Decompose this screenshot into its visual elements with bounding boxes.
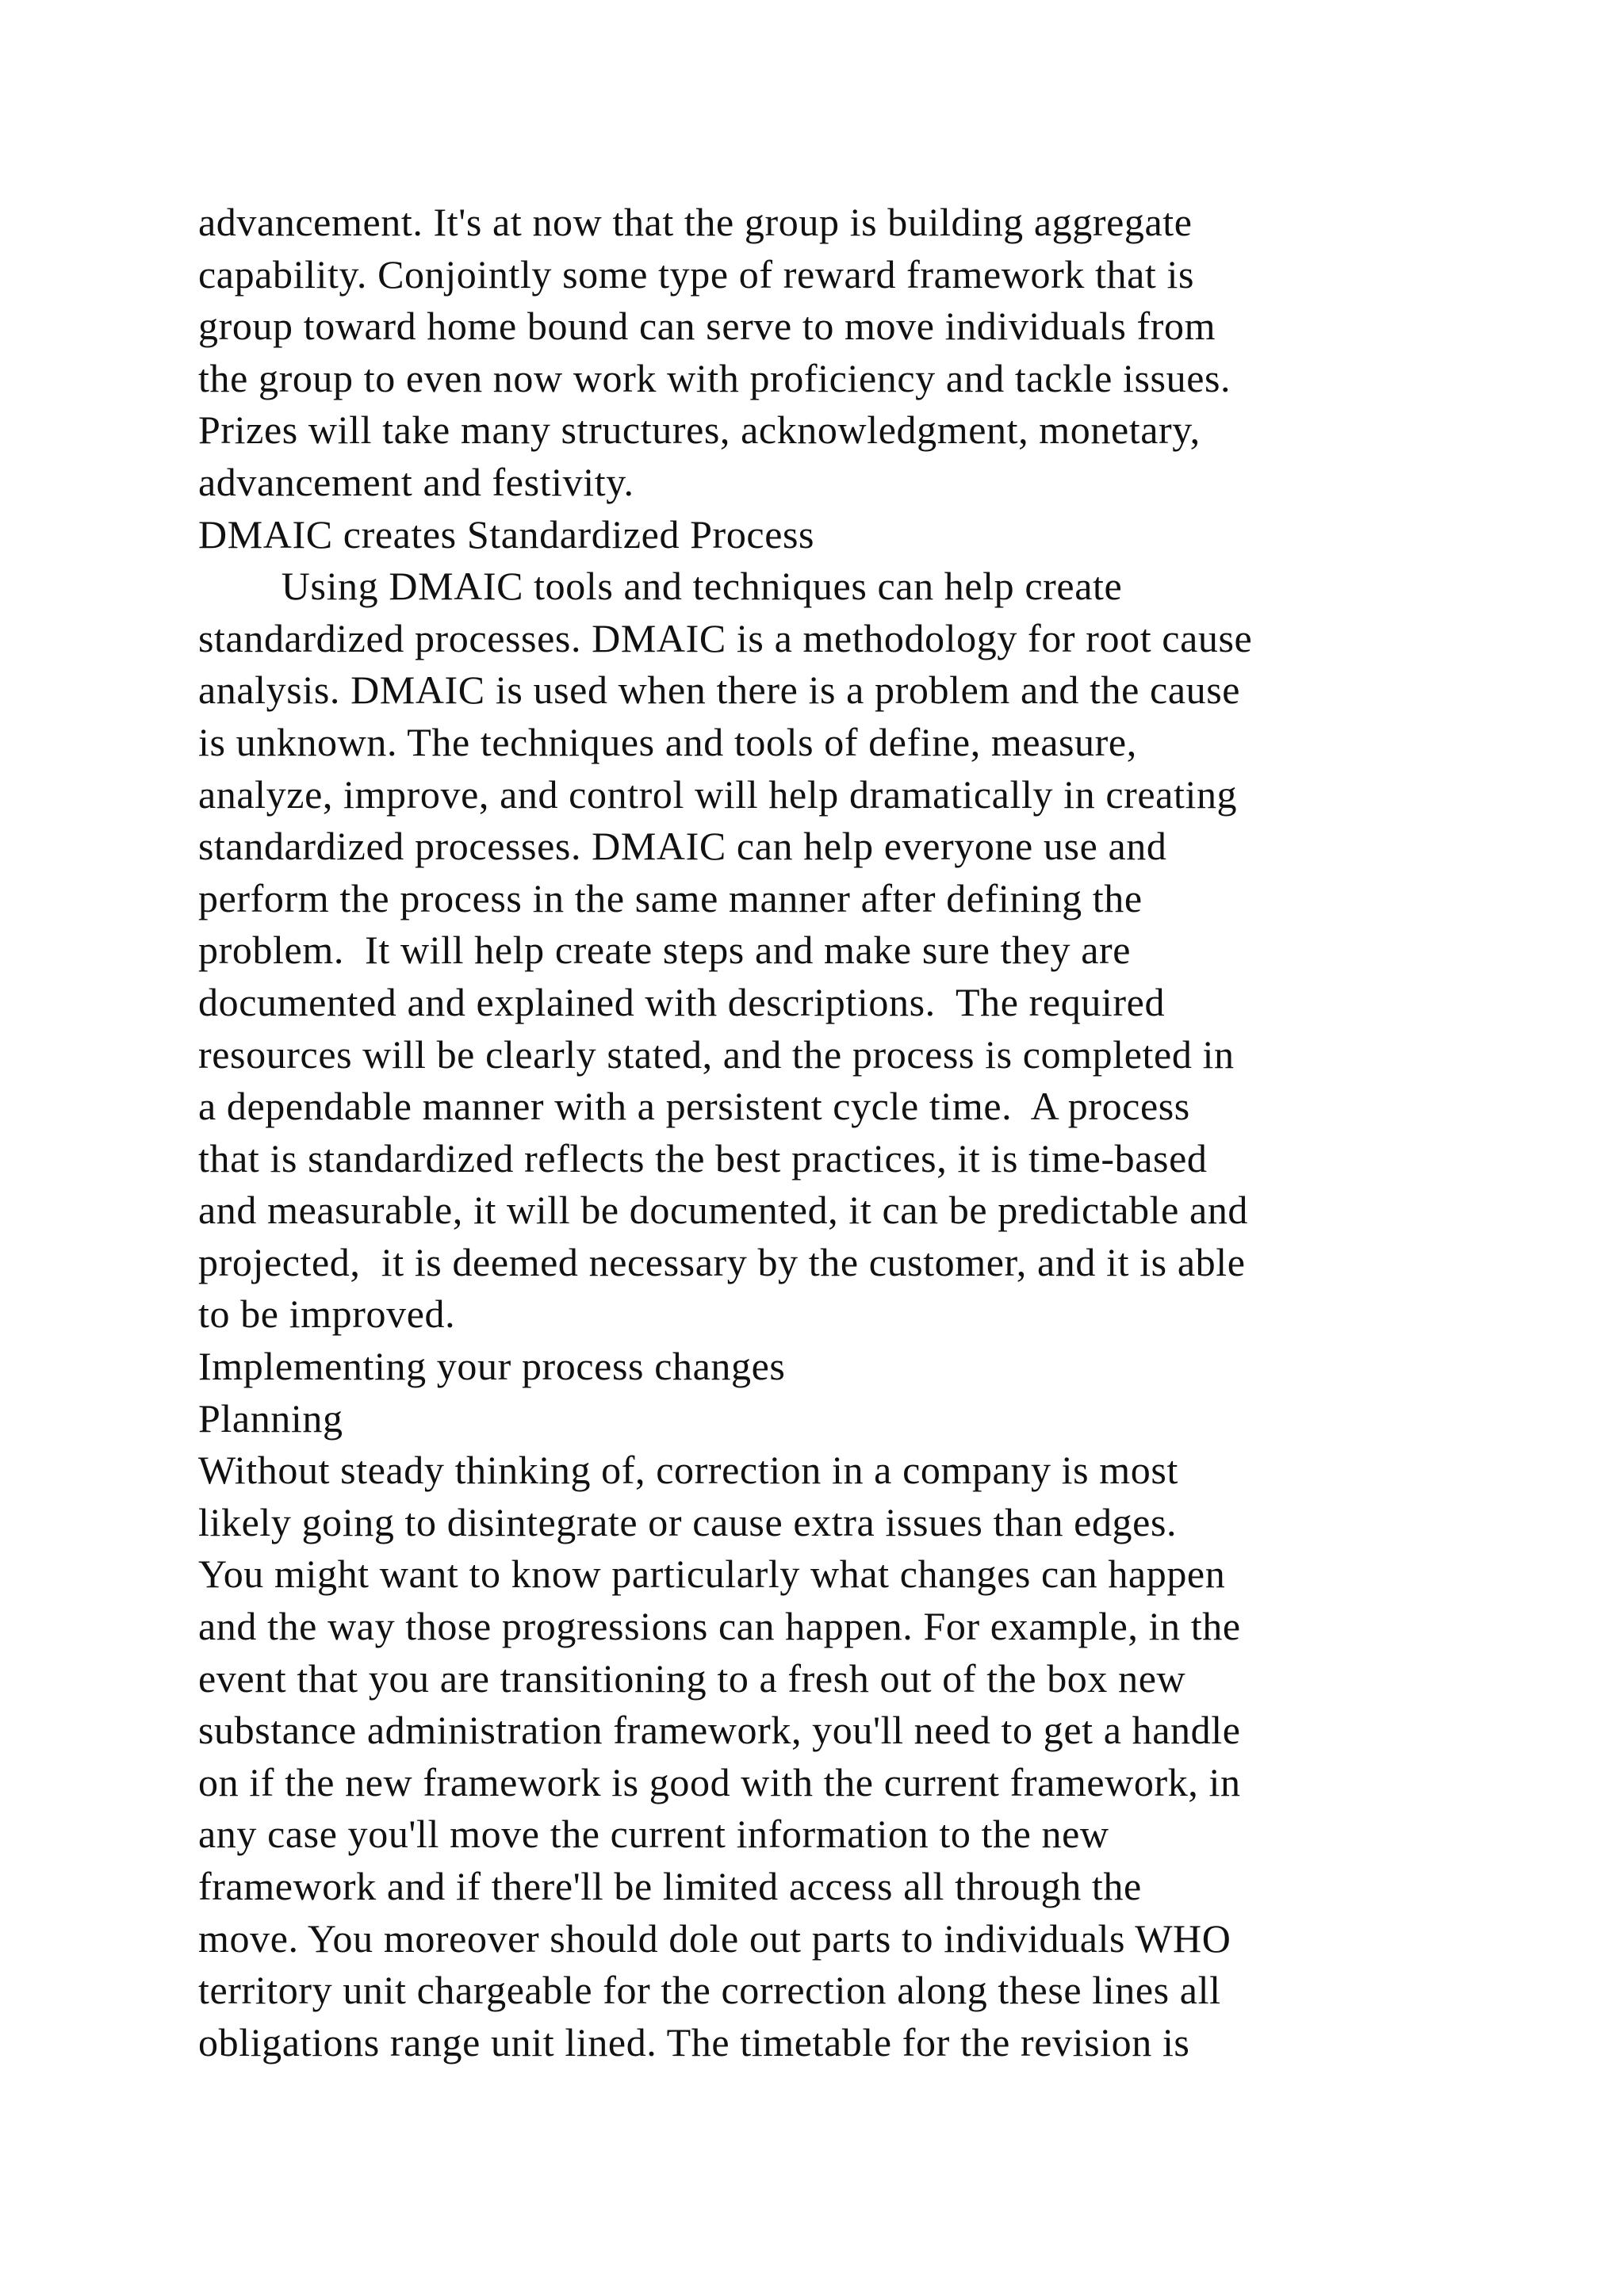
text-line: to be improved. bbox=[198, 1292, 456, 1337]
text-line: any case you'll move the current information to the new bbox=[198, 1812, 1109, 1857]
text-line: a dependable manner with a persistent cycle time. A process bbox=[198, 1084, 1190, 1129]
text-line: is unknown. The techniques and tools of define, measure, bbox=[198, 719, 1137, 764]
text-line: that is standardized reflects the best practices, it is time-based bbox=[198, 1135, 1208, 1181]
text-line: Prizes will take many structures, acknowledgment, monetary, bbox=[198, 408, 1201, 453]
text-line: the group to even now work with proficiency and tackle issues. bbox=[198, 355, 1231, 400]
text-line: capability. Conjointly some type of reward framework that is bbox=[198, 251, 1195, 297]
text-line: on if the new framework is good with the current framework, in bbox=[198, 1759, 1241, 1804]
text-line: Using DMAIC tools and techniques can help create bbox=[198, 564, 1123, 609]
text-line: You might want to know particularly what changes can happen bbox=[198, 1552, 1226, 1597]
text-line: analyze, improve, and control will help dramatically in creating bbox=[198, 771, 1238, 817]
text-line: standardized processes. DMAIC is a methodology for root cause bbox=[198, 615, 1253, 660]
subsection-heading: Planning bbox=[198, 1395, 343, 1441]
text-line: group toward home bound can serve to move individuals from bbox=[198, 304, 1216, 349]
document-page bbox=[198, 197, 1483, 2068]
text-line: perform the process in the same manner after defining the bbox=[198, 875, 1143, 920]
text-line: framework and if there'll be limited access all through the bbox=[198, 1864, 1142, 1908]
text-line: problem. It will help create steps and make sure they are bbox=[198, 928, 1132, 973]
text-line: and the way those progressions can happen. For example, in the bbox=[198, 1604, 1241, 1649]
text-line: documented and explained with descriptions. The required bbox=[198, 979, 1166, 1024]
text-line: projected, it is deemed necessary by the customer, and it is able bbox=[198, 1239, 1246, 1284]
text-line: move. You moreover should dole out parts to individuals WHO bbox=[198, 1915, 1231, 1961]
text-line: analysis. DMAIC is used when there is a problem and the cause bbox=[198, 668, 1241, 713]
section-heading: Implementing your process changes bbox=[198, 1344, 786, 1389]
text-line: substance administration framework, you'll need to get a handle bbox=[198, 1708, 1241, 1753]
text-line: advancement. It's at now that the group is building aggregate bbox=[198, 200, 1193, 244]
text-line: and measurable, it will be documented, it can be predictable and bbox=[198, 1188, 1249, 1233]
text-line: Without steady thinking of, correction in a company is most bbox=[198, 1448, 1178, 1493]
text-line: advancement and festivity. bbox=[198, 459, 634, 504]
section-heading: DMAIC creates Standardized Process bbox=[198, 511, 815, 557]
text-line: event that you are transitioning to a fresh out of the box new bbox=[198, 1655, 1186, 1701]
text-line: territory unit chargeable for the correction along these lines all bbox=[198, 1968, 1221, 2013]
text-line: obligations range unit lined. The timetable for the revision is bbox=[198, 2019, 1190, 2064]
text-line: standardized processes. DMAIC can help everyone use and bbox=[198, 824, 1167, 869]
text-line: resources will be clearly stated, and the process is completed in bbox=[198, 1031, 1235, 1077]
text-line: likely going to disintegrate or cause extra issues than edges. bbox=[198, 1499, 1178, 1544]
